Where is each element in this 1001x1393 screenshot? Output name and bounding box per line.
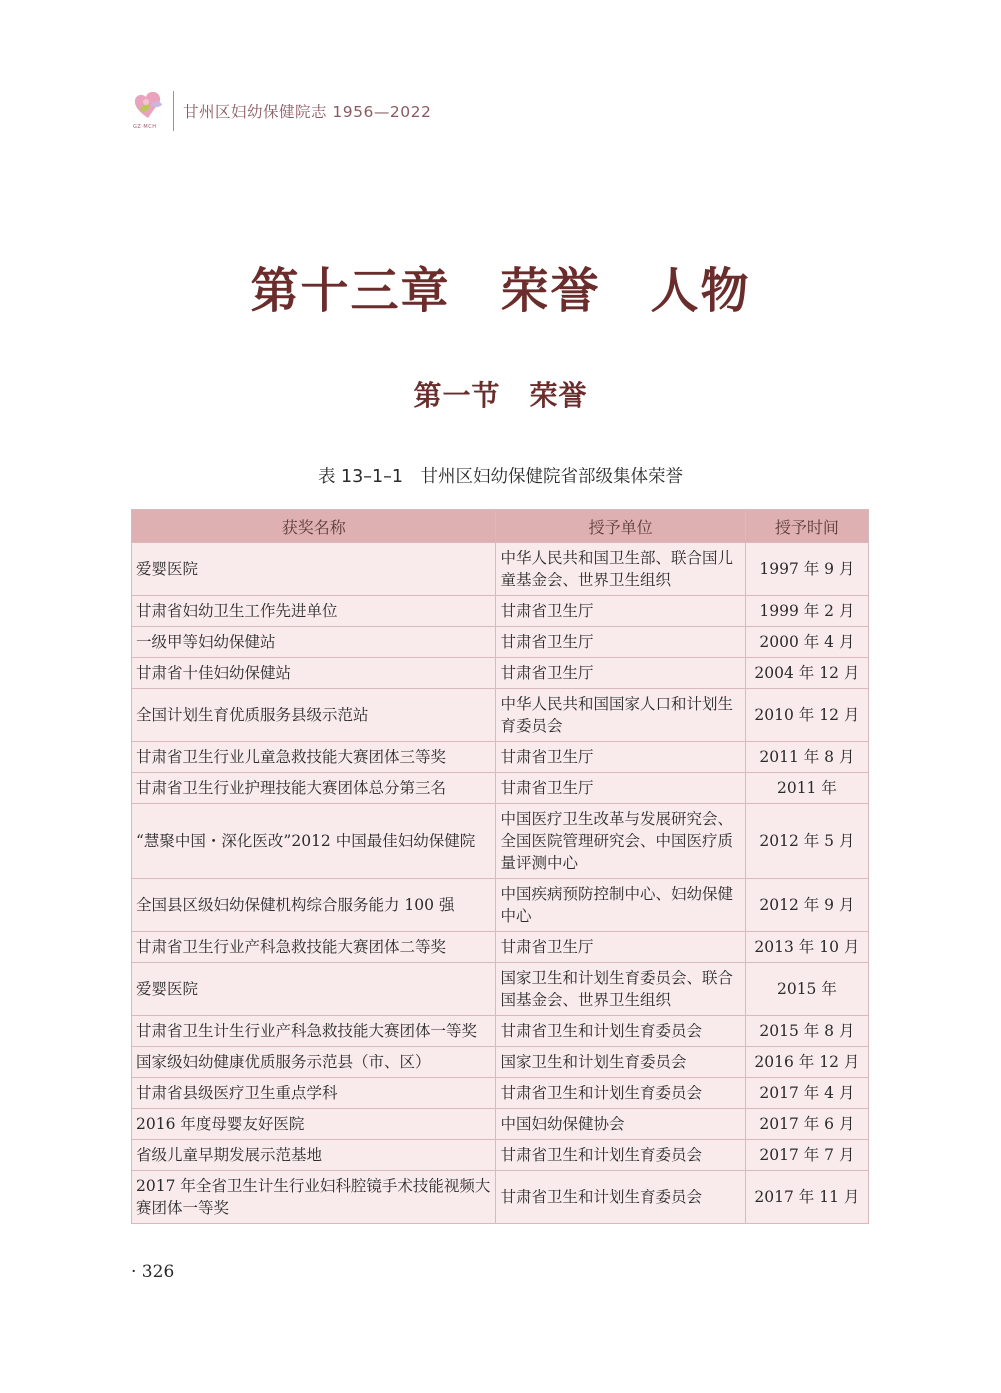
table-row	[132, 1140, 869, 1171]
award-name-cell: 甘肃省卫生行业儿童急救技能大赛团体三等奖	[132, 742, 496, 773]
award-name-cell: “慧聚中国・深化医改”2012 中国最佳妇幼保健院	[132, 804, 496, 879]
table-row	[132, 963, 869, 1016]
honors-table	[131, 509, 869, 1224]
table-row	[132, 742, 869, 773]
grantor-cell: 甘肃省卫生和计划生育委员会	[496, 1140, 745, 1171]
grantor-cell: 中华人民共和国国家人口和计划生育委员会	[496, 689, 745, 742]
grantor-cell: 甘肃省卫生厅	[496, 742, 745, 773]
table-row	[132, 689, 869, 742]
table-row	[132, 773, 869, 804]
grantor-cell: 中国妇幼保健协会	[496, 1109, 745, 1140]
date-cell: 2017 年 6 月	[745, 1109, 868, 1140]
award-name-cell: 甘肃省卫生行业产科急救技能大赛团体二等奖	[132, 932, 496, 963]
table-caption: 表 13–1–1 甘州区妇幼保健院省部级集体荣誉	[317, 467, 684, 487]
date-cell: 1997 年 9 月	[745, 543, 868, 596]
running-header	[131, 88, 431, 134]
table-row	[132, 543, 869, 596]
header-divider	[173, 91, 174, 131]
grantor-cell: 国家卫生和计划生育委员会、联合国基金会、世界卫生组织	[496, 963, 745, 1016]
heart-flower-logo-icon	[131, 88, 165, 134]
date-cell: 2000 年 4 月	[745, 627, 868, 658]
grantor-cell: 甘肃省卫生厅	[496, 932, 745, 963]
award-name-cell: 爱婴医院	[132, 963, 496, 1016]
award-name-cell: 甘肃省卫生行业护理技能大赛团体总分第三名	[132, 773, 496, 804]
table-row	[132, 1078, 869, 1109]
grantor-cell: 甘肃省卫生厅	[496, 627, 745, 658]
table-row	[132, 596, 869, 627]
grantor-cell: 中国医疗卫生改革与发展研究会、全国医院管理研究会、中国医疗质量评测中心	[496, 804, 745, 879]
date-cell: 2013 年 10 月	[745, 932, 868, 963]
date-cell: 2012 年 5 月	[745, 804, 868, 879]
date-cell: 2004 年 12 月	[745, 658, 868, 689]
date-cell: 2012 年 9 月	[745, 879, 868, 932]
date-cell: 2011 年	[745, 773, 868, 804]
date-cell: 2015 年 8 月	[745, 1016, 868, 1047]
grantor-cell: 甘肃省卫生厅	[496, 596, 745, 627]
table-row	[132, 1171, 869, 1224]
date-cell: 1999 年 2 月	[745, 596, 868, 627]
award-name-cell: 甘肃省妇幼卫生工作先进单位	[132, 596, 496, 627]
award-name-cell: 甘肃省卫生计生行业产科急救技能大赛团体一等奖	[132, 1016, 496, 1047]
award-name-cell: 省级儿童早期发展示范基地	[132, 1140, 496, 1171]
page-number: · 326	[131, 1262, 175, 1282]
date-cell: 2017 年 4 月	[745, 1078, 868, 1109]
table-row	[132, 804, 869, 879]
award-name-cell: 甘肃省县级医疗卫生重点学科	[132, 1078, 496, 1109]
grantor-cell: 甘肃省卫生和计划生育委员会	[496, 1078, 745, 1109]
header-award-name: 获奖名称	[132, 510, 496, 543]
award-name-cell: 爱婴医院	[132, 543, 496, 596]
award-name-cell: 2017 年全省卫生计生行业妇科腔镜手术技能视频大赛团体一等奖	[132, 1171, 496, 1224]
award-name-cell: 2016 年度母婴友好医院	[132, 1109, 496, 1140]
header-date: 授予时间	[745, 510, 868, 543]
grantor-cell: 甘肃省卫生和计划生育委员会	[496, 1171, 745, 1224]
grantor-cell: 中国疾病预防控制中心、妇幼保健中心	[496, 879, 745, 932]
section-title: 第一节 荣誉	[413, 379, 588, 412]
date-cell: 2017 年 7 月	[745, 1140, 868, 1171]
table-row	[132, 1047, 869, 1078]
grantor-cell: 中华人民共和国卫生部、联合国儿童基金会、世界卫生组织	[496, 543, 745, 596]
table-row	[132, 658, 869, 689]
award-name-cell: 一级甲等妇幼保健站	[132, 627, 496, 658]
table-row	[132, 1016, 869, 1047]
table-row	[132, 879, 869, 932]
date-cell: 2017 年 11 月	[745, 1171, 868, 1224]
table-row	[132, 627, 869, 658]
date-cell: 2015 年	[745, 963, 868, 1016]
date-cell: 2011 年 8 月	[745, 742, 868, 773]
header-title: 甘州区妇幼保健院志 1956—2022	[183, 103, 432, 121]
grantor-cell: 国家卫生和计划生育委员会	[496, 1047, 745, 1078]
grantor-cell: 甘肃省卫生和计划生育委员会	[496, 1016, 745, 1047]
grantor-cell: 甘肃省卫生厅	[496, 773, 745, 804]
award-name-cell: 全国计划生育优质服务县级示范站	[132, 689, 496, 742]
award-name-cell: 甘肃省十佳妇幼保健站	[132, 658, 496, 689]
chapter-title: 第十三章 荣誉 人物	[250, 263, 751, 319]
table-header-row	[132, 510, 869, 543]
table-row	[132, 1109, 869, 1140]
date-cell: 2010 年 12 月	[745, 689, 868, 742]
header-grantor: 授予单位	[496, 510, 745, 543]
logo-text: GZ·MCH	[133, 124, 157, 130]
grantor-cell: 甘肃省卫生厅	[496, 658, 745, 689]
award-name-cell: 全国县区级妇幼保健机构综合服务能力 100 强	[132, 879, 496, 932]
date-cell: 2016 年 12 月	[745, 1047, 868, 1078]
award-name-cell: 国家级妇幼健康优质服务示范县（市、区）	[132, 1047, 496, 1078]
table-row	[132, 932, 869, 963]
